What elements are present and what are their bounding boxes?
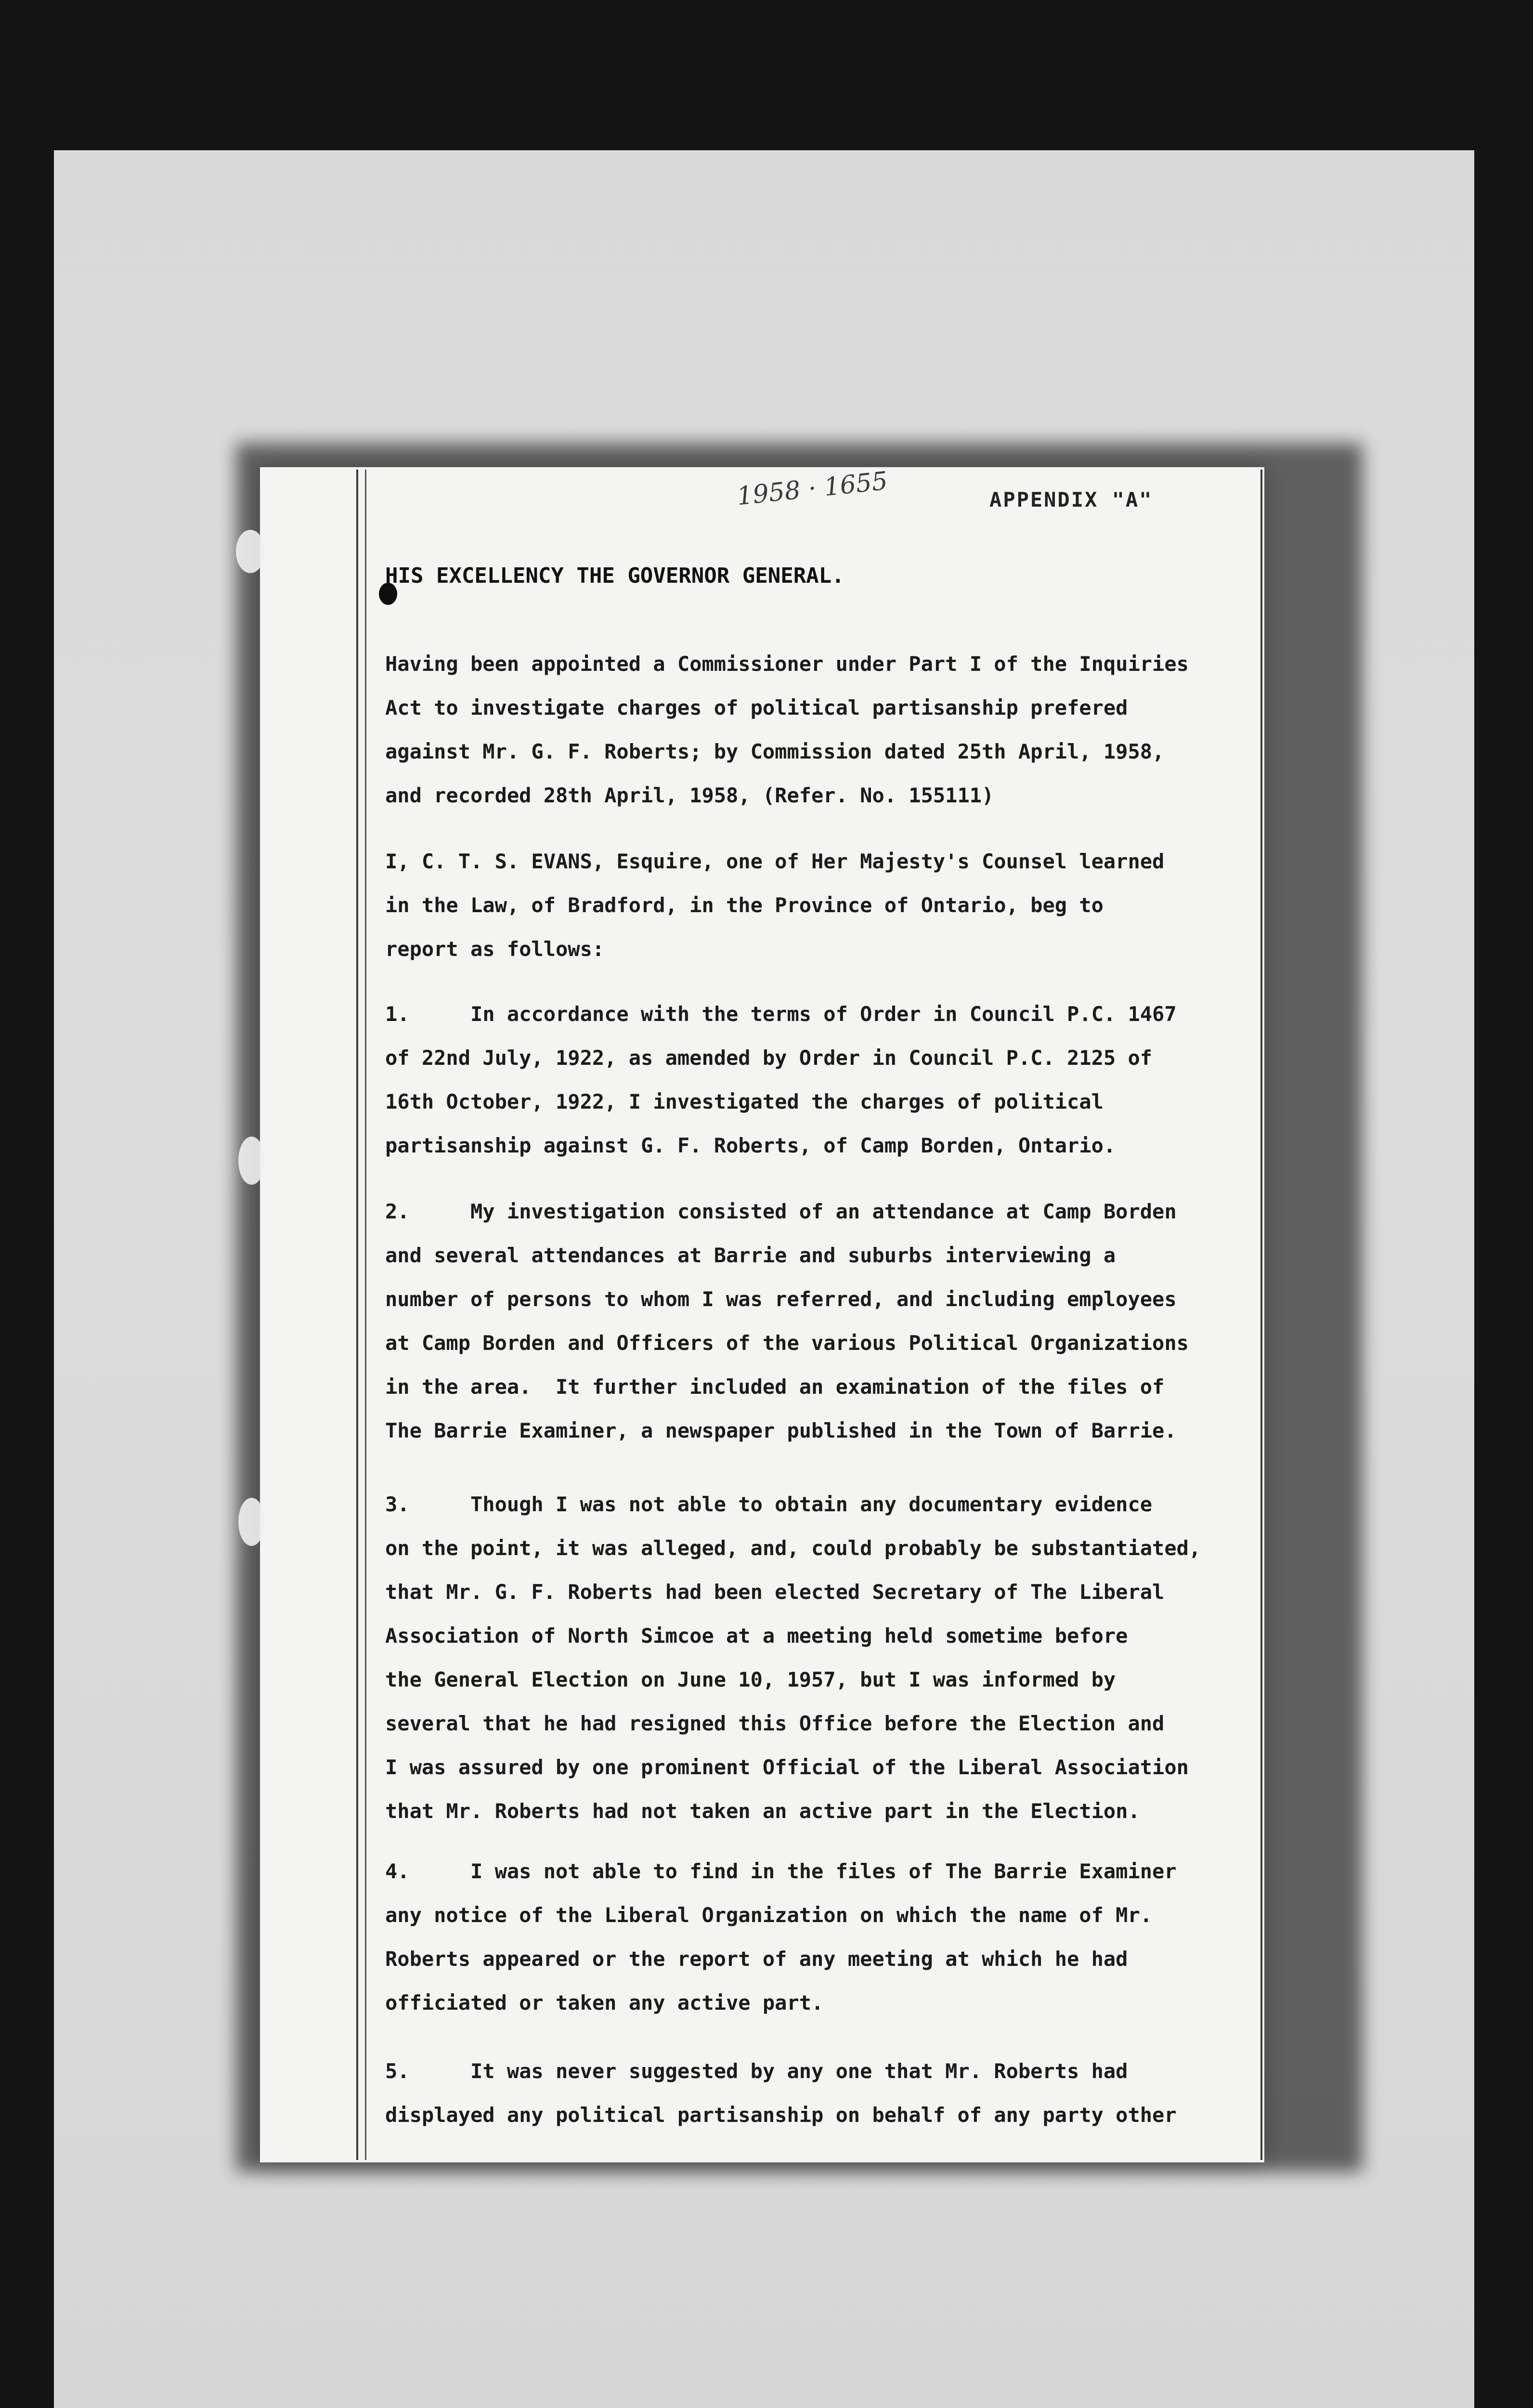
text-line: any notice of the Liberal Organization on which the name of Mr. <box>385 1903 1153 1927</box>
text-line: 5. It was never suggested by any one that Mr. Roberts had <box>385 2059 1128 2083</box>
text-line: Act to investigate charges of political partisanship prefered <box>385 696 1128 720</box>
paragraph-intro <box>385 642 1266 817</box>
text-line: the General Election on June 10, 1957, but I was informed by <box>385 1668 1116 1691</box>
paper-edge-mark <box>238 1498 265 1546</box>
paragraph-5 <box>385 2049 1266 2137</box>
left-margin-rule <box>356 470 366 2160</box>
paragraph-2 <box>385 1190 1266 1453</box>
text-line: of 22nd July, 1922, as amended by Order in Council P.C. 2125 of <box>385 1046 1153 1070</box>
text-line: 1. In accordance with the terms of Order in Council P.C. 1467 <box>385 1002 1177 1026</box>
text-line: I, C. T. S. EVANS, Esquire, one of Her Majesty's Counsel learned <box>385 850 1165 873</box>
text-line: number of persons to whom I was referred, and including employees <box>385 1287 1177 1311</box>
appendix-label: APPENDIX "A" <box>989 488 1153 511</box>
text-line: 3. Though I was not able to obtain any documentary evidence <box>385 1492 1153 1516</box>
text-line: 16th October, 1922, I investigated the charges of political <box>385 1090 1104 1113</box>
text-line: report as follows: <box>385 937 605 961</box>
text-line: officiated or taken any active part. <box>385 1991 824 2015</box>
paragraph-commissioner <box>385 839 1266 971</box>
paragraph-3 <box>385 1482 1266 1833</box>
text-line: 4. I was not able to find in the files of The Barrie Examiner <box>385 1859 1177 1883</box>
text-line: I was assured by one prominent Official of the Liberal Association <box>385 1755 1189 1779</box>
text-line: against Mr. G. F. Roberts; by Commission dated 25th April, 1958, <box>385 740 1165 763</box>
text-line: several that he had resigned this Office before the Election and <box>385 1712 1165 1735</box>
text-line: in the Law, of Bradford, in the Province of Ontario, beg to <box>385 893 1104 917</box>
text-line: partisanship against G. F. Roberts, of Camp Borden, Ontario. <box>385 1134 1116 1157</box>
text-line: on the point, it was alleged, and, could probably be substantiated, <box>385 1536 1201 1560</box>
text-line: displayed any political partisanship on behalf of any party other <box>385 2103 1177 2127</box>
paper-edge-mark <box>236 530 265 573</box>
text-line: that Mr. Roberts had not taken an active part in the Election. <box>385 1799 1140 1823</box>
paper-edge-mark <box>238 1137 265 1185</box>
text-line: Having been appointed a Commissioner under Part I of the Inquiries <box>385 652 1189 676</box>
text-line: Association of North Simcoe at a meeting held sometime before <box>385 1624 1128 1648</box>
paragraph-4 <box>385 1849 1266 2025</box>
text-line: in the area. It further included an examination of the files of <box>385 1375 1165 1399</box>
text-line: and recorded 28th April, 1958, (Refer. No. 155111) <box>385 784 994 807</box>
text-line: 2. My investigation consisted of an attendance at Camp Borden <box>385 1200 1177 1223</box>
handwritten-reference: 1958 · 1655 <box>735 466 889 511</box>
text-line: Roberts appeared or the report of any meeting at which he had <box>385 1947 1128 1971</box>
text-line: The Barrie Examiner, a newspaper published in the Town of Barrie. <box>385 1419 1177 1442</box>
paragraph-1 <box>385 992 1266 1167</box>
addressee-heading: HIS EXCELLENCY THE GOVERNOR GENERAL. <box>385 563 844 588</box>
text-line: and several attendances at Barrie and suburbs interviewing a <box>385 1243 1116 1267</box>
text-line: that Mr. G. F. Roberts had been elected Secretary of The Liberal <box>385 1580 1165 1604</box>
text-line: at Camp Borden and Officers of the various Political Organizations <box>385 1331 1189 1355</box>
